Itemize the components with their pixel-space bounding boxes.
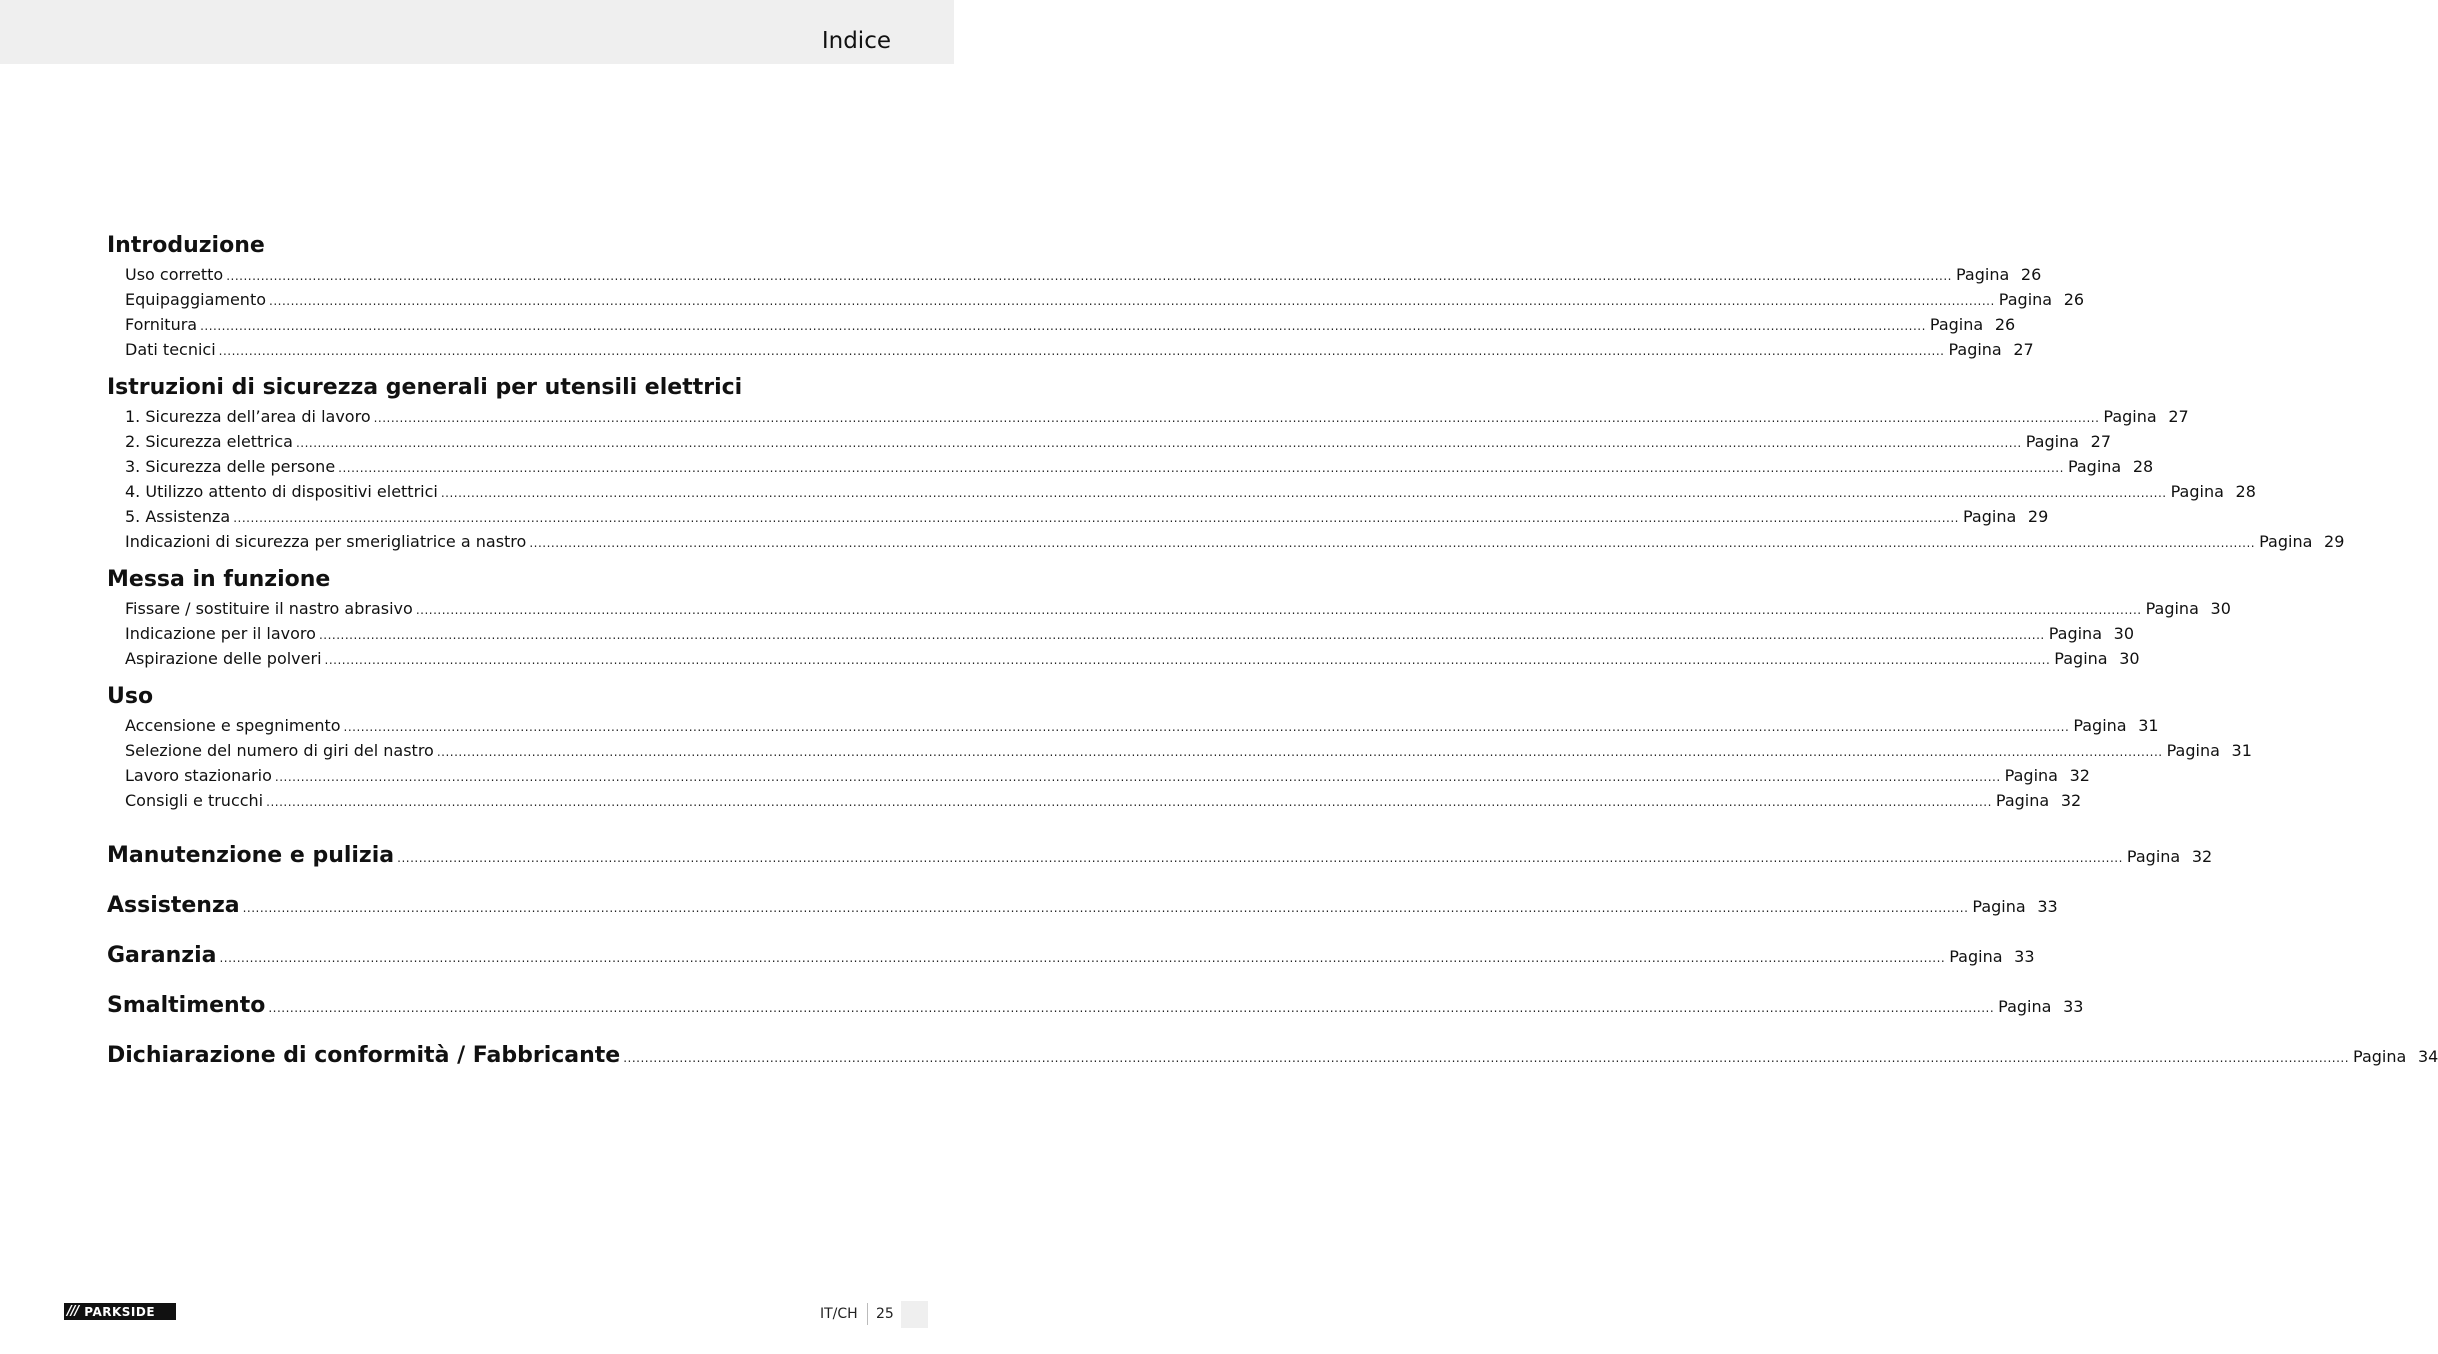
- entry-label: Uso corretto: [125, 265, 224, 284]
- toc-entry: [107, 529, 2345, 554]
- page-word: Pagina: [2048, 624, 2102, 643]
- page-number: 34: [2417, 1047, 2438, 1066]
- page-word: Pagina: [1948, 340, 2002, 359]
- header-band: [0, 0, 954, 64]
- page-word: Pagina: [2103, 407, 2157, 426]
- footer-divider: [867, 1303, 868, 1325]
- toc-entry: [107, 287, 2085, 312]
- toc-entry: [107, 262, 2042, 287]
- dot-leader: ................................................................................................................................................................................................................................................................................................................................................................................................................: [415, 603, 2142, 617]
- toc-section: [107, 681, 2252, 813]
- page-number: 31: [2231, 741, 2252, 760]
- parkside-logo: [64, 1303, 176, 1320]
- entry-label: 3. Sicurezza delle persone: [125, 457, 336, 476]
- main-entry-label: Manutenzione e pulizia: [107, 843, 395, 868]
- page-word: Pagina: [1998, 290, 2053, 309]
- page-word: Pagina: [1963, 507, 2017, 526]
- page-number: 29: [2324, 532, 2345, 551]
- page-word: Pagina: [2170, 482, 2224, 501]
- main-entry-label: Assistenza: [107, 893, 240, 918]
- page-number: 27: [2090, 432, 2112, 451]
- toc-entry: [107, 646, 2140, 671]
- toc-main-entry: [107, 881, 2058, 931]
- dot-leader: ................................................................................................................................................................................................................................................................................................................................................................................................................: [266, 795, 1992, 809]
- toc-entry: [107, 713, 2159, 738]
- page-number: 26: [2020, 265, 2042, 284]
- entry-label: Dati tecnici: [125, 340, 216, 359]
- toc-entry: [107, 763, 2090, 788]
- toc-main-entry: [107, 981, 2084, 1031]
- page-number: 31: [2138, 716, 2159, 735]
- dot-leader: ................................................................................................................................................................................................................................................................................................................................................................................................................: [218, 344, 1945, 358]
- dot-leader: ................................................................................................................................................................................................................................................................................................................................................................................................................: [623, 1051, 2350, 1065]
- entry-label: Selezione del numero di giri del nastro: [125, 741, 434, 760]
- toc-main-entries: [107, 831, 2438, 1081]
- page-number: 26: [1994, 315, 2016, 334]
- page-word: Pagina: [1995, 791, 2050, 810]
- dot-leader: ................................................................................................................................................................................................................................................................................................................................................................................................................: [436, 745, 2163, 759]
- toc-entry: [107, 738, 2252, 763]
- page-number: 28: [2132, 457, 2154, 476]
- footer-page-number: 25: [876, 1306, 894, 1322]
- main-entry-label: Dichiarazione di conformità / Fabbricante: [107, 1043, 621, 1068]
- entry-label: Aspirazione delle polveri: [125, 649, 322, 668]
- page-number: 32: [2191, 847, 2213, 866]
- page-word: Pagina: [2353, 1047, 2407, 1066]
- page-title: Indice: [821, 28, 891, 54]
- entry-label: Accensione e spegnimento: [125, 716, 341, 735]
- dot-leader: ................................................................................................................................................................................................................................................................................................................................................................................................................: [343, 720, 2070, 734]
- dot-leader: ................................................................................................................................................................................................................................................................................................................................................................................................................: [324, 653, 2051, 667]
- logo-text: PARKSIDE: [84, 1304, 156, 1319]
- footer-language: IT/CH: [820, 1306, 858, 1322]
- page-word: Pagina: [1972, 897, 2026, 916]
- toc-entry: [107, 337, 2034, 362]
- page-number: 27: [2013, 340, 2034, 359]
- entry-label: 1. Sicurezza dell’area di lavoro: [125, 407, 371, 426]
- page-number: 32: [2069, 766, 2090, 785]
- toc-entry: [107, 504, 2049, 529]
- toc-entry: [107, 479, 2256, 504]
- page-word: Pagina: [2004, 766, 2058, 785]
- entry-label: 5. Assistenza: [125, 507, 231, 526]
- toc-main-entry: [107, 831, 2213, 881]
- toc-entry: [107, 404, 2189, 429]
- page-word: Pagina: [1949, 947, 2003, 966]
- section-heading: Uso: [107, 684, 154, 709]
- toc-entry: [107, 596, 2231, 621]
- main-entry-label: Garanzia: [107, 943, 217, 968]
- dot-leader: ................................................................................................................................................................................................................................................................................................................................................................................................................: [200, 319, 1926, 333]
- dot-leader: ................................................................................................................................................................................................................................................................................................................................................................................................................: [318, 628, 2045, 642]
- toc-section: [107, 230, 2085, 362]
- entry-label: Fornitura: [125, 315, 198, 334]
- dot-leader: ................................................................................................................................................................................................................................................................................................................................................................................................................: [295, 436, 2022, 450]
- entry-label: Lavoro stazionario: [125, 766, 272, 785]
- dot-leader: ................................................................................................................................................................................................................................................................................................................................................................................................................: [269, 294, 1995, 308]
- page-word: Pagina: [2145, 599, 2199, 618]
- logo-slashes-icon: ///: [67, 1304, 79, 1319]
- toc-entry: [107, 621, 2134, 646]
- dot-leader: ................................................................................................................................................................................................................................................................................................................................................................................................................: [268, 1001, 1995, 1015]
- page-word: Pagina: [1956, 265, 2010, 284]
- page-number: 30: [2119, 649, 2140, 668]
- dot-leader: ................................................................................................................................................................................................................................................................................................................................................................................................................: [397, 851, 2123, 865]
- page-number: 30: [2210, 599, 2231, 618]
- main-entry-label: Smaltimento: [107, 993, 266, 1018]
- page-number: 28: [2235, 482, 2256, 501]
- page-number: 33: [2014, 947, 2035, 966]
- spacer: [107, 823, 847, 831]
- page-word: Pagina: [2025, 432, 2080, 451]
- page-word: Pagina: [2166, 741, 2220, 760]
- toc-main-entry: [107, 931, 2035, 981]
- page-number: 32: [2060, 791, 2082, 810]
- toc-entry: [107, 788, 2082, 813]
- page-word: Pagina: [2073, 716, 2127, 735]
- entry-label: Consigli e trucchi: [125, 791, 264, 810]
- section-heading: Introduzione: [107, 233, 265, 258]
- toc-main-entry: [107, 1031, 2438, 1081]
- section-heading: Messa in funzione: [107, 567, 331, 592]
- page-number: 33: [2037, 897, 2058, 916]
- toc-sections: [107, 230, 2345, 813]
- toc-section: [107, 372, 2345, 554]
- page-number: 27: [2168, 407, 2189, 426]
- page-word: Pagina: [1929, 315, 1984, 334]
- entry-label: Indicazioni di sicurezza per smerigliatrice a nastro: [125, 532, 527, 551]
- page-word: Pagina: [2126, 847, 2181, 866]
- section-heading: Istruzioni di sicurezza generali per utensili elettrici: [107, 375, 743, 400]
- dot-leader: ................................................................................................................................................................................................................................................................................................................................................................................................................: [338, 461, 2064, 475]
- page-word: Pagina: [2067, 457, 2122, 476]
- table-of-contents: [107, 230, 2438, 1081]
- dot-leader: ................................................................................................................................................................................................................................................................................................................................................................................................................: [233, 511, 1959, 525]
- toc-section: [107, 564, 2231, 671]
- dot-leader: ................................................................................................................................................................................................................................................................................................................................................................................................................: [529, 536, 2256, 550]
- page-word: Pagina: [2054, 649, 2108, 668]
- page-number: 33: [2063, 997, 2084, 1016]
- dot-leader: ................................................................................................................................................................................................................................................................................................................................................................................................................: [440, 486, 2167, 500]
- dot-leader: ................................................................................................................................................................................................................................................................................................................................................................................................................: [274, 770, 2001, 784]
- entry-label: 2. Sicurezza elettrica: [125, 432, 293, 451]
- dot-leader: ................................................................................................................................................................................................................................................................................................................................................................................................................: [219, 951, 1946, 965]
- dot-leader: ................................................................................................................................................................................................................................................................................................................................................................................................................: [242, 901, 1969, 915]
- toc-entry: [107, 429, 2112, 454]
- entry-label: Equipaggiamento: [125, 290, 267, 309]
- page-number: 30: [2113, 624, 2134, 643]
- page-number: 29: [2027, 507, 2049, 526]
- toc-entry: [107, 312, 2016, 337]
- footer-tab-box: [901, 1301, 928, 1328]
- page-word: Pagina: [2259, 532, 2313, 551]
- entry-label: Indicazione per il lavoro: [125, 624, 316, 643]
- dot-leader: ................................................................................................................................................................................................................................................................................................................................................................................................................: [226, 269, 1952, 283]
- page-number: 26: [2063, 290, 2085, 309]
- entry-label: 4. Utilizzo attento di dispositivi elettrici: [125, 482, 438, 501]
- toc-entry: [107, 454, 2154, 479]
- page-word: Pagina: [1998, 997, 2052, 1016]
- dot-leader: ................................................................................................................................................................................................................................................................................................................................................................................................................: [373, 411, 2100, 425]
- entry-label: Fissare / sostituire il nastro abrasivo: [125, 599, 413, 618]
